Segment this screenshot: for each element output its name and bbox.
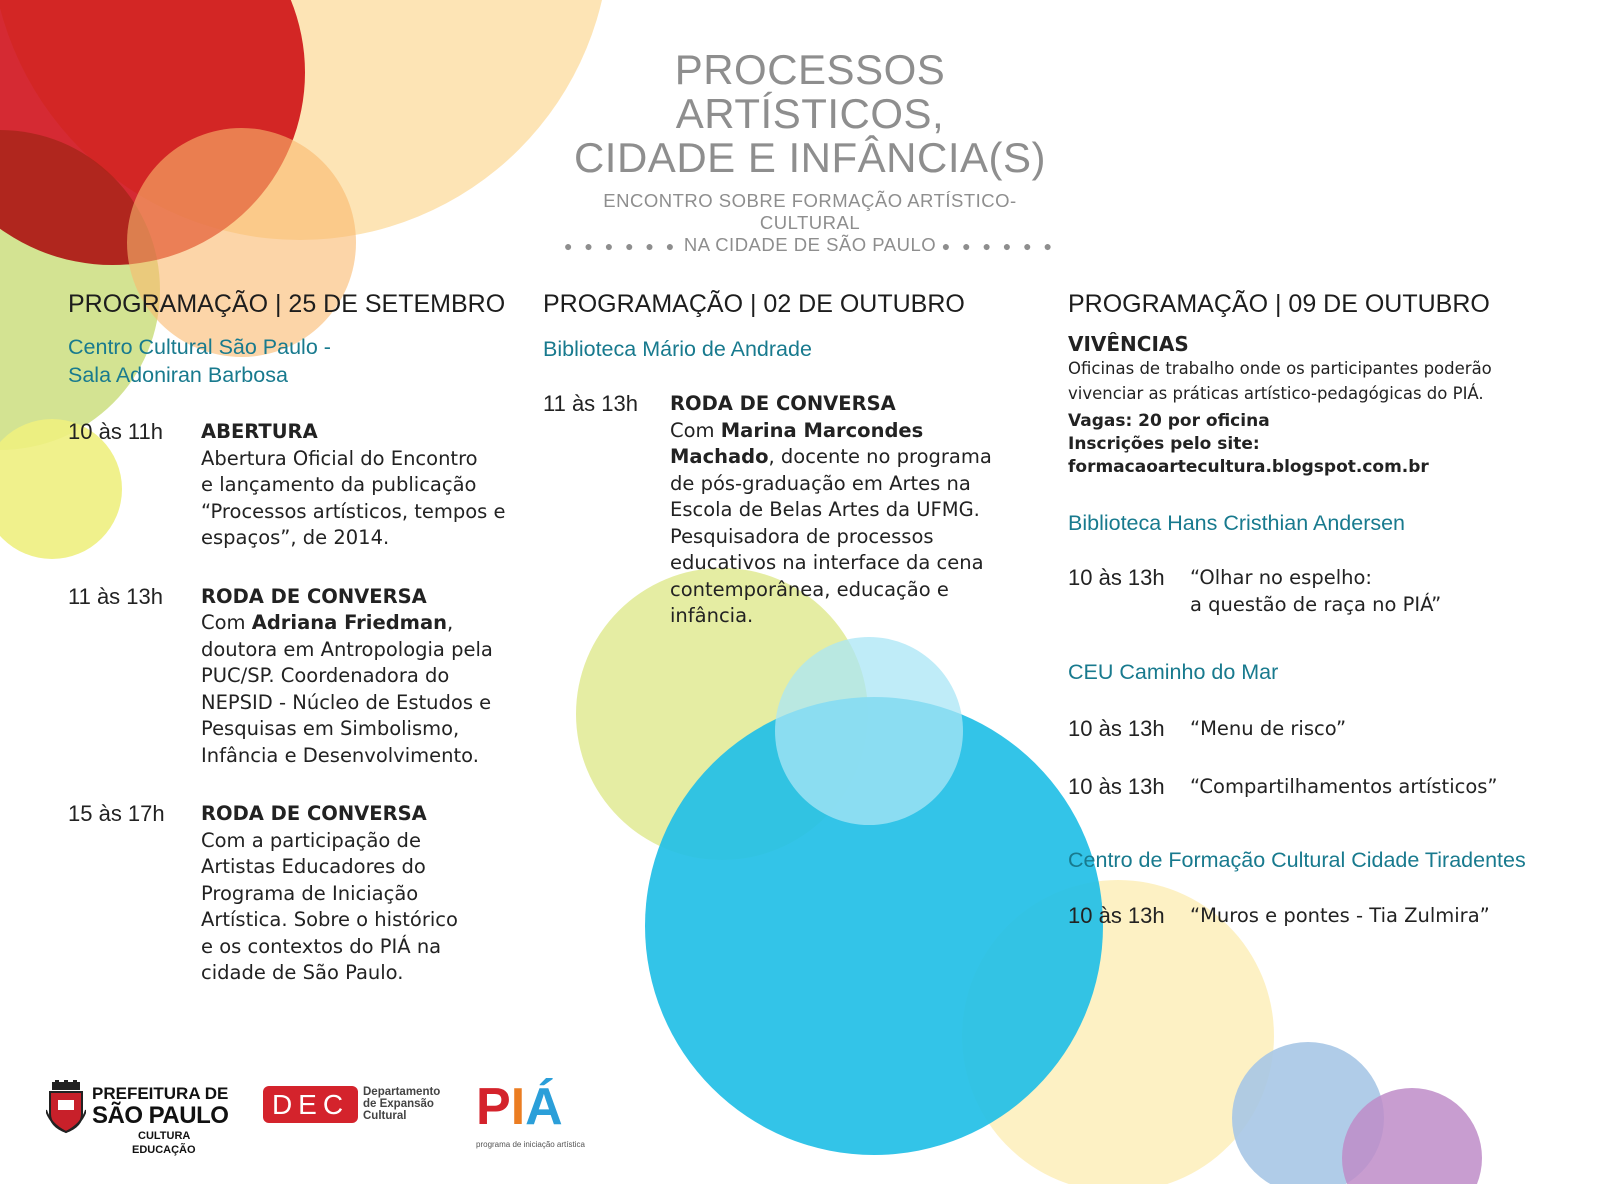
- speaker-name: Marina Marcondes: [720, 418, 924, 442]
- site-link[interactable]: formacaoartecultura.blogspot.com.br: [1068, 457, 1429, 477]
- dec-logo: [263, 1086, 463, 1132]
- pia-mark: PIÁ: [476, 1078, 563, 1136]
- prefeitura-line-1: PREFEITURA DE: [92, 1084, 229, 1103]
- coat-of-arms-icon: [46, 1080, 86, 1134]
- event-roda-conversa-1: 11 às 13h RODA DE CONVERSA Com Adriana Friedman, doutora em Antropologia pela PUC/SP. Coordenadora do NEPSID - Núcleo de Estudos e Pesquisas em Simbolismo, Infância e Desenvolvimento.: [68, 583, 493, 767]
- column-25-setembro: [68, 290, 548, 987]
- venue-label: Biblioteca Mário de Andrade: [543, 337, 812, 361]
- event-menu-risco: 10 às 13h “Menu de risco”: [1068, 716, 1347, 741]
- column-heading: PROGRAMAÇÃO | 09 DE OUTUBRO: [1068, 290, 1490, 318]
- vivencias-info: Vagas: 20 por oficina Inscrições pelo site: formacaoartecultura.blogspot.com.br: [1068, 410, 1588, 479]
- event-time: 11 às 13h: [68, 583, 164, 609]
- vivencias-title: VIVÊNCIAS: [1068, 332, 1189, 356]
- pia-tagline: programa de iniciação artística: [476, 1140, 585, 1149]
- event-roda-conversa-2: 15 às 17h RODA DE CONVERSA Com a participação de Artistas Educadores do Programa de Iniciação Artística. Sobre o histórico e os contextos do PIÁ na cidade de São Paulo.: [68, 801, 458, 984]
- vivencias-description: Oficinas de trabalho onde os participantes poderão vivenciar as práticas artístico-pedagógicas do PIÁ.: [1068, 359, 1492, 403]
- subtitle-line-2: ● ● ● ● ● ● NA CIDADE DE SÃO PAULO ● ● ● ● ● ●: [564, 234, 1056, 255]
- column-09-outubro: [1068, 290, 1588, 930]
- event-compartilhamentos: 10 às 13h “Compartilhamentos artísticos”: [1068, 773, 1498, 799]
- event-title: RODA DE CONVERSA: [201, 584, 427, 608]
- title-line-1: PROCESSOS ARTÍSTICOS,: [674, 46, 946, 137]
- prefeitura-line-4: EDUCAÇÃO: [132, 1144, 196, 1156]
- venue-label: Biblioteca Hans Cristhian Andersen: [1068, 511, 1406, 535]
- event-title: RODA DE CONVERSA: [201, 802, 427, 825]
- event-title: ABERTURA: [201, 420, 318, 443]
- event-roda-conversa: 11 às 13h RODA DE CONVERSA Com Marina Marcondes Machado, docente no programa de pós-graduação em Artes na Escola de Belas Artes da UFMG. Pesquisadora de processos educativos na interface da cena contemporânea, educação e infância.: [543, 391, 992, 627]
- event-time: 11 às 13h: [543, 391, 639, 416]
- event-time: 10 às 13h: [1068, 716, 1165, 741]
- dec-mark: DEC: [263, 1086, 358, 1123]
- column-heading: PROGRAMAÇÃO | 25 DE SETEMBRO: [68, 290, 506, 318]
- prefeitura-line-3: CULTURA: [138, 1130, 191, 1142]
- event-abertura: 10 às 11h ABERTURA Abertura Oficial do Encontro e lançamento da publicação “Processos artísticos, tempos e espaços”, de 2014.: [68, 419, 506, 549]
- venue-label: CEU Caminho do Mar: [1068, 660, 1279, 684]
- pia-logo: [476, 1072, 586, 1154]
- poster-title: [540, 48, 1080, 180]
- event-time: 10 às 13h: [1068, 565, 1165, 590]
- prefeitura-line-2: SÃO PAULO: [92, 1102, 229, 1129]
- event-time: 10 às 11h: [68, 419, 164, 444]
- dots-left: ● ● ● ● ● ●: [564, 238, 679, 254]
- poster-subtitle: [560, 190, 1060, 257]
- event-time: 15 às 17h: [68, 801, 165, 826]
- venue-label: Centro Cultural São Paulo - Sala Adoniran Barbosa: [68, 335, 331, 387]
- venue-label: Centro de Formação Cultural Cidade Tiradentes: [1068, 848, 1526, 872]
- subtitle-line-1: ENCONTRO SOBRE FORMAÇÃO ARTÍSTICO-CULTURAL: [603, 190, 1017, 233]
- event-muros-pontes: 10 às 13h “Muros e pontes - Tia Zulmira”: [1068, 903, 1490, 928]
- title-line-2: CIDADE E INFÂNCIA(S): [573, 134, 1047, 181]
- speaker-name: Adriana Friedman: [251, 611, 448, 634]
- light-cyan-circle: [775, 637, 963, 825]
- prefeitura-logo: [46, 1078, 246, 1158]
- event-time: 10 às 13h: [1068, 773, 1165, 799]
- dec-text: Departamento de Expansão Cultural: [363, 1086, 441, 1122]
- column-02-outubro: [543, 290, 1043, 630]
- event-olhar-espelho: 10 às 13h “Olhar no espelho: a questão de raça no PIÁ”: [1068, 565, 1442, 616]
- event-title: RODA DE CONVERSA: [670, 392, 896, 415]
- dots-right: ● ● ● ● ● ●: [941, 238, 1056, 254]
- column-heading: PROGRAMAÇÃO | 02 DE OUTUBRO: [543, 290, 965, 318]
- event-time: 10 às 13h: [1068, 903, 1165, 928]
